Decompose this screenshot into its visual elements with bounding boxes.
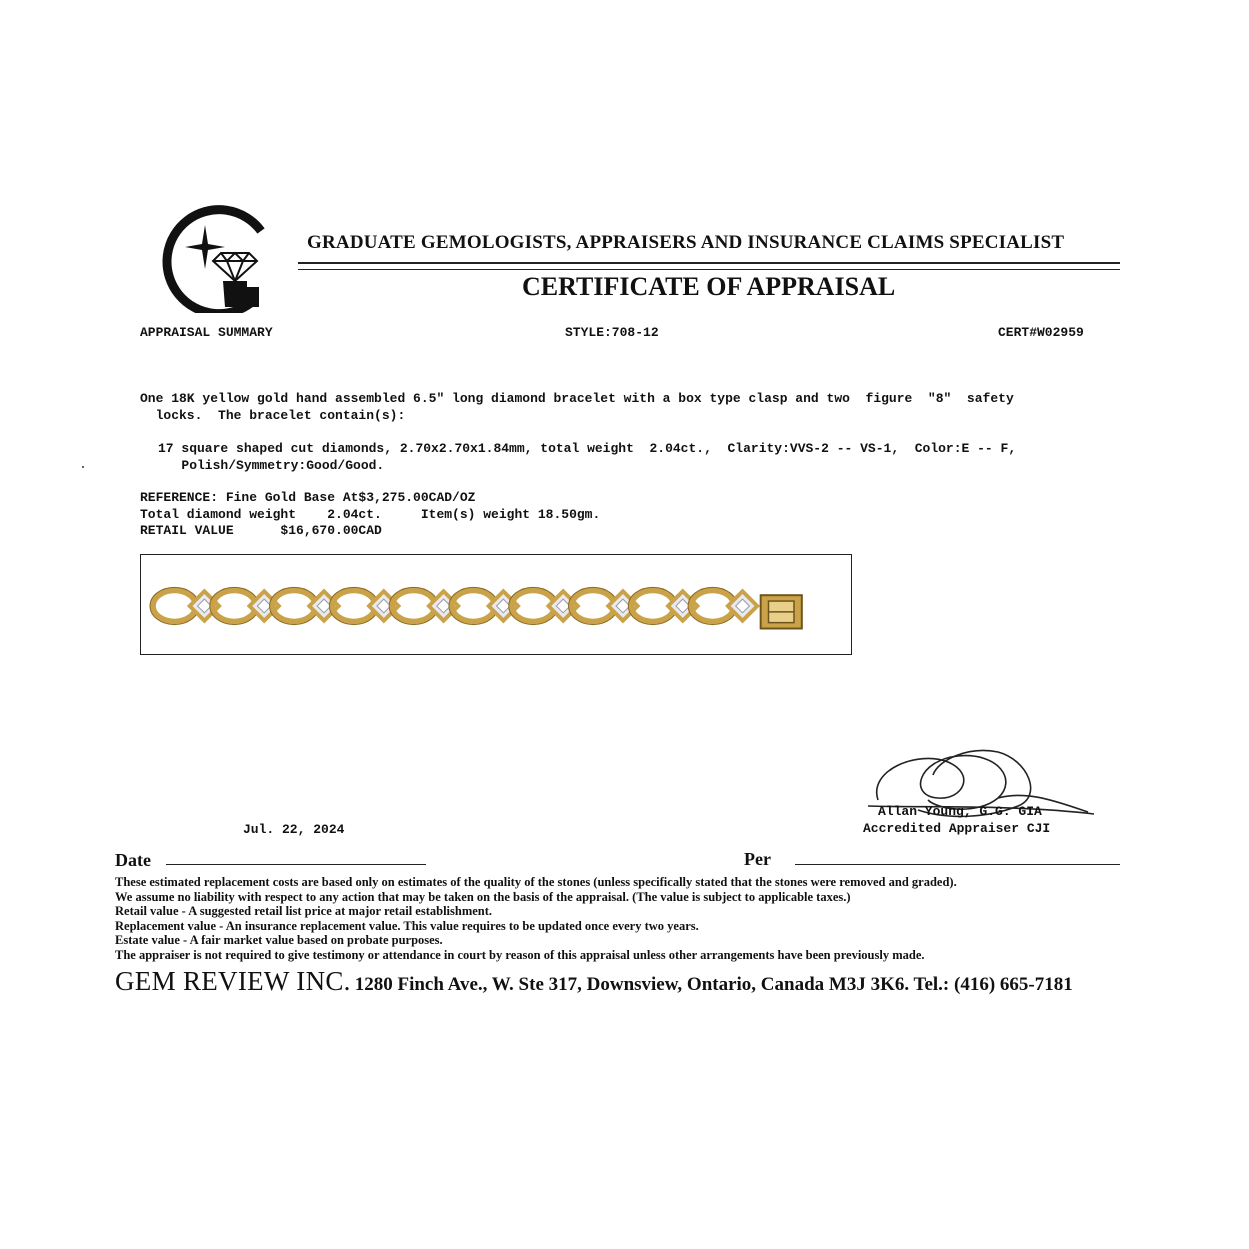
certificate-number: CERT#W02959	[998, 325, 1084, 340]
appraiser-title: Accredited Appraiser CJI	[863, 821, 1051, 836]
bracelet-chain	[150, 587, 757, 624]
item-description: One 18K yellow gold hand assembled 6.5" long diamond bracelet with a box type clasp and two figure "8" safety locks. The bracelet contain(s):	[140, 391, 1014, 423]
certificate-title: CERTIFICATE OF APPRAISAL	[522, 272, 896, 301]
company-address: 1280 Finch Ave., W. Ste 317, Downsview, Ontario, Canada M3J 3K6. Tel.: (416) 665-7181	[354, 974, 1073, 995]
stone-details: 17 square shaped cut diamonds, 2.70x2.70x1.84mm, total weight 2.04ct., Clarity:VVS-2 -- VS-1, Color:E -- F, Polish/Symmetry:Good/Good.	[158, 441, 1017, 473]
appraisal-summary-label: APPRAISAL SUMMARY	[140, 325, 273, 340]
disclaimer-line: These estimated replacement costs are based only on estimates of the quality of the stones (unless specifically stated that the stones were removed and graded).	[115, 875, 957, 889]
per-field-line	[795, 864, 1120, 865]
header-rule	[298, 262, 1120, 270]
bracelet-photo	[140, 554, 852, 655]
company-logo	[155, 203, 270, 313]
diamond-icon	[213, 253, 257, 281]
per-label: Per	[744, 849, 771, 869]
date-label: Date	[115, 850, 151, 870]
header-organization: GRADUATE GEMOLOGISTS, APPRAISERS AND INSURANCE CLAIMS SPECIALIST	[307, 232, 1065, 253]
appraisal-date: Jul. 22, 2024	[243, 822, 345, 837]
disclaimer-line: Replacement value - An insurance replacement value. This value requires to be updated once every two years.	[115, 918, 699, 933]
disclaimer-line: The appraiser is not required to give testimony or attendance in court by reason of this appraisal unless other arrangements have been previously made.	[115, 947, 925, 962]
appraiser-name: Allan Young, G.G. GIA	[878, 804, 1042, 819]
disclaimer-line: We assume no liability with respect to any action that may be taken on the basis of the appraisal. (The value is subject to applicable taxes.)	[115, 889, 851, 904]
company-name: GEM REVIEW INC.	[115, 966, 351, 996]
valuation-figures: REFERENCE: Fine Gold Base At$3,275.00CAD/OZ Total diamond weight 2.04ct. Item(s) weight 18.50gm. RETAIL VALUE $16,670.00CAD	[140, 490, 601, 538]
scan-speck	[82, 466, 84, 468]
company-footer	[115, 966, 1073, 997]
disclaimer-line: Estate value - A fair market value based on probate purposes.	[115, 933, 443, 948]
disclaimers	[115, 875, 957, 963]
box-clasp	[761, 595, 802, 628]
style-number: STYLE:708-12	[565, 325, 659, 340]
logo-pedestal	[223, 281, 259, 307]
disclaimer-line: Retail value - A suggested retail list price at major retail establishment.	[115, 904, 493, 919]
date-field-line	[166, 864, 426, 865]
